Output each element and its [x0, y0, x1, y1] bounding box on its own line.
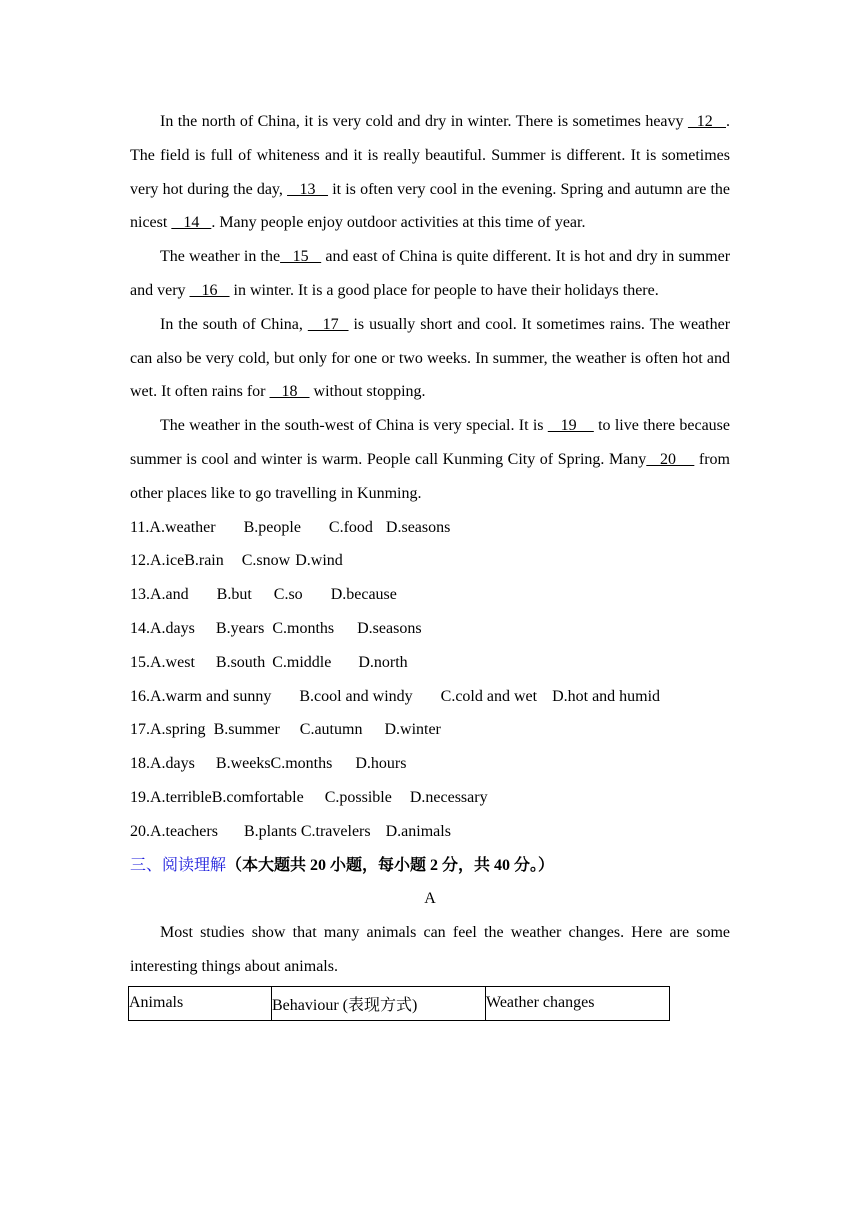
section-title: 三、阅读理解 — [130, 856, 227, 874]
question-12: 12.A.iceB.rain C.snow D.wind — [130, 552, 343, 570]
paragraph-2: The weather in the 15 and east of China is quite different. It is hot and dry in summer and very 16 in winter. It is a good place for people to have their holidays there. — [130, 248, 731, 299]
passage-intro: Most studies show that many animals can feel the weather changes. Here are some interesting things about animals. — [130, 924, 730, 975]
table-header-cell: Behaviour (表现方式) — [272, 986, 486, 1020]
section-heading — [130, 849, 730, 883]
question-19: 19.A.terribleB.comfortable C.possible D.necessary — [130, 788, 488, 806]
animals-table — [128, 986, 670, 1021]
table-header-cell: Animals — [129, 986, 272, 1020]
question-17: 17.A.spring B.summer C.autumn D.winter — [130, 721, 441, 739]
question-13: 13.A.and B.but C.so D.because — [130, 586, 397, 604]
section-note: （本大题共 20 小题，每小题 2 分，共 40 分。） — [226, 856, 555, 874]
question-15: 15.A.west B.south C.middle D.north — [130, 653, 408, 671]
question-18: 18.A.days B.weeksC.months D.hours — [130, 755, 407, 773]
blank-12: 12 — [687, 113, 726, 130]
question-14: 14.A.days B.years C.months D.seasons — [130, 619, 422, 637]
blank-14: 14 — [171, 214, 212, 232]
blank-20: 20 — [646, 450, 695, 468]
blank-13: 13 — [287, 180, 329, 198]
paragraph-1: In the north of China, it is very cold and dry in winter. There is sometimes heavy 12 . The field is full of whiteness and it is really beautiful. Summer is different. It is sometimes very hot during the day, 13 it is often very cool in the evening. Spring and autumn are the nicest 14 . Many people enjoy outdoor activities at this time of year. — [130, 113, 731, 232]
blank-15: 15 — [280, 248, 322, 266]
table-header-row — [129, 986, 670, 1020]
table-header-cell: Weather changes — [486, 986, 670, 1020]
paragraph-4: The weather in the south-west of China is very special. It is 19 to live there because summer is cool and winter is warm. People call Kunming City of Spring. Many 20 from other places like to go travelling in Kunming. — [130, 417, 731, 502]
blank-16: 16 — [189, 281, 230, 299]
blank-19: 19 — [547, 417, 594, 435]
question-16: 16.A.warm and sunny B.cool and windy C.cold and wet D.hot and humid — [130, 687, 661, 705]
passage-label: A — [424, 890, 436, 908]
paragraph-3: In the south of China, 17 is usually short and cool. It sometimes rains. The weather can also be very cold, but only for one or two weeks. In summer, the weather is often hot and wet. It often rains for 18 without stopping. — [130, 315, 731, 401]
blank-18: 18 — [269, 383, 310, 401]
question-11: 11.A.weather B.people C.food D.seasons — [130, 518, 451, 536]
question-20: 20.A.teachers B.plants C.travelers D.animals — [130, 822, 451, 840]
blank-17: 17 — [307, 315, 349, 333]
document-page — [130, 105, 730, 1021]
question-list — [130, 511, 730, 849]
